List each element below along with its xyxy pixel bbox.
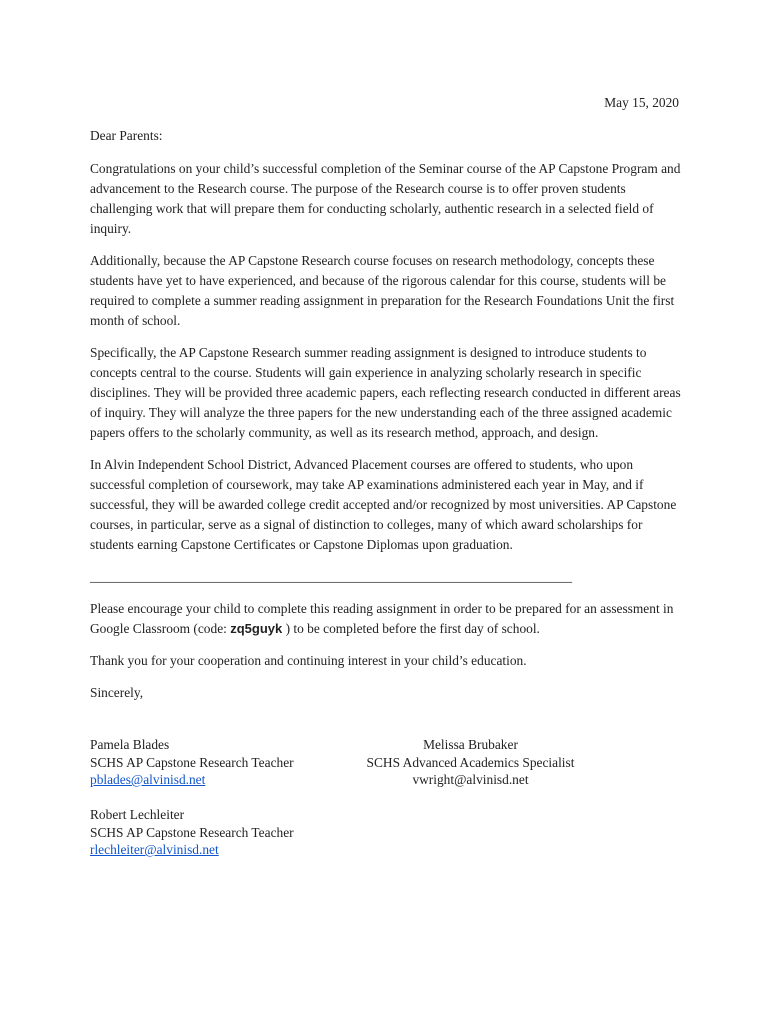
paragraph-specifically: Specifically, the AP Capstone Research summer reading assignment is designed to introduce students to concepts central to the course. Students will gain experience in analyzing scholarly research in specific disciplines. They will be provided three academic papers, each reflecting research conducted in different areas of inquiry. They will analyze the three papers for the new understanding each of the three assigned academic papers offers to the scholarly community, as well as its research method, approach, and design. bbox=[90, 345, 681, 440]
signature-email-link[interactable]: pblades@alvinisd.net bbox=[90, 772, 206, 787]
signature-robert-lechleiter bbox=[90, 806, 294, 859]
salutation: Dear Parents: bbox=[90, 128, 163, 143]
classroom-text-before: Please encourage your child to complete this reading assignment in order to be prepared for an assessment in Google Classroom (code: bbox=[90, 601, 674, 636]
signature-title: SCHS AP Capstone Research Teacher bbox=[90, 754, 294, 770]
signature-email-link[interactable]: rlechleiter@alvinisd.net bbox=[90, 842, 219, 857]
paragraph-alvin-isd: In Alvin Independent School District, Advanced Placement courses are offered to students, who upon successful completion of coursework, may take AP examinations administered each year in May, and if successful, they will be awarded college credit accepted and/or recognized by most universities. AP Capstone courses, in particular, serve as a signal of distinction to colleges, many of which award scholarships for students earning Capstone Certificates or Capstone Diplomas upon graduation. bbox=[90, 457, 677, 552]
classroom-text-after: ) to be completed before the first day of school. bbox=[282, 621, 540, 636]
closing: Sincerely, bbox=[90, 685, 144, 700]
signature-melissa-brubaker bbox=[362, 736, 579, 789]
letter-body bbox=[90, 159, 682, 715]
signature-name: Pamela Blades bbox=[90, 737, 170, 752]
classroom-code: zq5guyk bbox=[230, 621, 283, 636]
letter-date: May 15, 2020 bbox=[604, 95, 679, 110]
signature-name: Melissa Brubaker bbox=[423, 737, 518, 752]
signature-title: SCHS Advanced Academics Specialist bbox=[366, 754, 575, 770]
paragraph-thanks: Thank you for your cooperation and continuing interest in your child’s education. bbox=[90, 653, 527, 668]
signature-title: SCHS AP Capstone Research Teacher bbox=[90, 824, 294, 840]
signature-pamela-blades bbox=[90, 736, 294, 789]
signature-email: vwright@alvinisd.net bbox=[412, 772, 529, 787]
signature-name: Robert Lechleiter bbox=[90, 807, 185, 822]
paragraph-classroom bbox=[90, 599, 682, 639]
paragraph-additionally: Additionally, because the AP Capstone Research course focuses on research methodology, concepts these students have yet to have experienced, and because of the rigorous calendar for this course, students will be required to complete a summer reading assignment in preparation for the Research Foundations Unit the first month of school. bbox=[90, 253, 675, 328]
separator-line: ________________________________________________________________________ bbox=[90, 569, 573, 584]
paragraph-congratulations: Congratulations on your child’s successful completion of the Seminar course of the AP Capstone Program and advancement to the Research course. The purpose of the Research course is to offer proven students challenging work that will prepare them for conducting scholarly, authentic research in a selected field of inquiry. bbox=[90, 161, 681, 236]
